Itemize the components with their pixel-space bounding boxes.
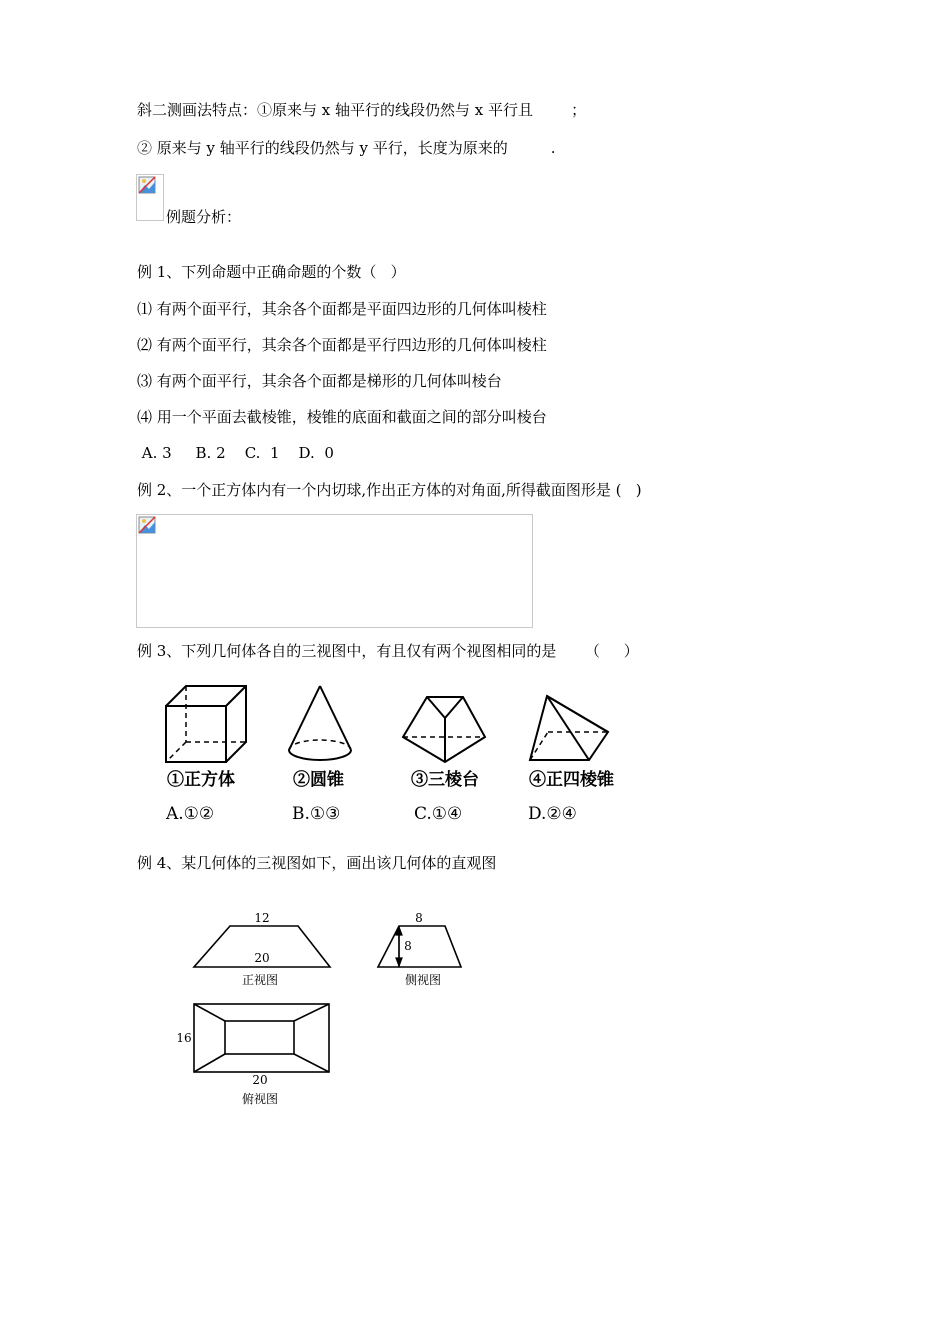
- front-top-label: 12: [254, 911, 270, 925]
- section-heading: 例题分析：: [166, 208, 242, 226]
- option-a: A.①②: [166, 804, 215, 824]
- example-1-question: 例 1、下列命题中正确命题的个数（ ）: [137, 263, 406, 281]
- pyramid-drawing: [530, 696, 608, 760]
- example-2-question: 例 2、一个正方体内有一个内切球,作出正方体的对角面,所得截面图形是 ( ): [137, 481, 642, 499]
- caption-cone: ②圆锥: [293, 770, 344, 790]
- broken-image-icon: [138, 176, 156, 194]
- text-line-2: ② 原来与 y 轴平行的线段仍然与 y 平行，长度为原来的 .: [137, 139, 556, 157]
- side-view-caption: 侧视图: [404, 973, 442, 987]
- text-line-1: 斜二测画法特点：①原来与 x 轴平行的线段仍然与 x 平行且 ；: [137, 101, 587, 119]
- front-bottom-label: 20: [254, 951, 270, 965]
- caption-pyramid: ④正四棱锥: [529, 770, 614, 790]
- broken-image-icon: [138, 516, 156, 534]
- height-arrow: [396, 927, 402, 966]
- example-1-options: A. 3 B. 2 C. 1 D. 0: [137, 444, 334, 462]
- option-b: B.①③: [292, 804, 341, 824]
- cone-drawing: [289, 686, 351, 760]
- example-1-statement-2: ⑵ 有两个面平行，其余各个面都是平行四边形的几何体叫棱柱: [137, 336, 547, 354]
- frustum-drawing: [403, 697, 485, 762]
- cube-drawing: [166, 686, 246, 762]
- example-1-statement-3: ⑶ 有两个面平行，其余各个面都是梯形的几何体叫棱台: [137, 372, 502, 390]
- side-view-trapezoid: [378, 926, 461, 967]
- three-view-figure: [170, 905, 470, 1115]
- example-1-statement-1: ⑴ 有两个面平行，其余各个面都是平面四边形的几何体叫棱柱: [137, 300, 547, 318]
- example-1-statement-4: ⑷ 用一个平面去截棱锥，棱锥的底面和截面之间的部分叫棱台: [137, 408, 547, 426]
- example-4-question: 例 4、某几何体的三视图如下，画出该几何体的直观图: [137, 854, 497, 872]
- caption-cube: ①正方体: [167, 770, 235, 790]
- top-view-rectangle: [194, 1004, 329, 1072]
- top-left-label: 16: [176, 1031, 192, 1045]
- caption-frustum: ③三棱台: [411, 770, 479, 790]
- broken-image-large: [136, 514, 533, 628]
- top-bottom-label: 20: [252, 1073, 268, 1087]
- side-height-label: 8: [404, 939, 412, 953]
- solids-figure: [155, 680, 635, 830]
- broken-image-small: [136, 174, 164, 221]
- option-c: C.①④: [414, 804, 463, 824]
- example-3-question: 例 3、下列几何体各自的三视图中，有且仅有两个视图相同的是 （ ）: [137, 642, 639, 660]
- top-view-caption: 俯视图: [241, 1092, 279, 1106]
- side-top-label: 8: [415, 911, 423, 925]
- option-d: D.②④: [528, 804, 577, 824]
- front-view-caption: 正视图: [241, 973, 279, 987]
